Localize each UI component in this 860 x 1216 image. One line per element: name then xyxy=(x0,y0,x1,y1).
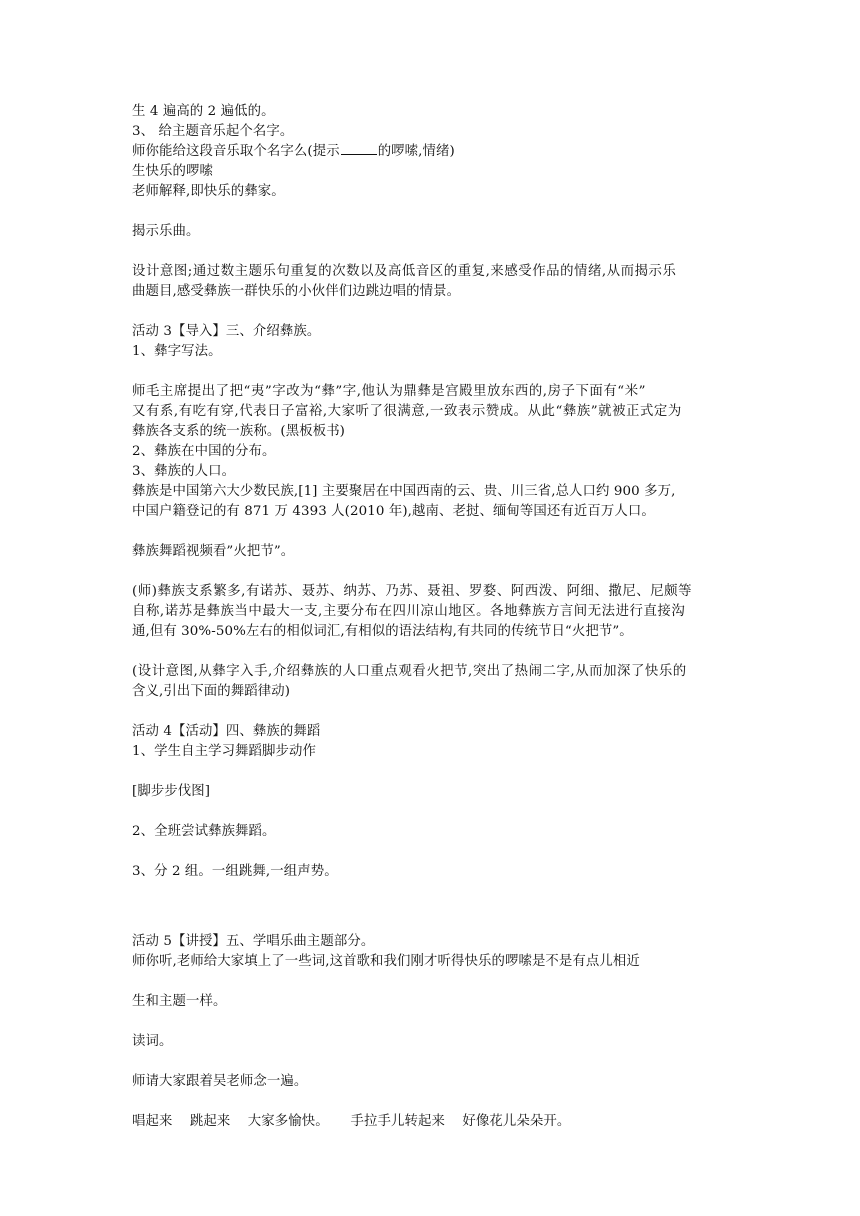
list-item: 1、学生自主学习舞蹈脚步动作 xyxy=(132,744,316,759)
text-line: 生快乐的啰嗦 xyxy=(132,164,213,179)
text-line: 读词。 xyxy=(132,1034,173,1049)
text-line: 老师解释,即快乐的彝家。 xyxy=(132,184,285,199)
section-heading: 活动 3【导入】三、介绍彝族。 xyxy=(132,324,321,339)
text-line: 设计意图;通过数主题乐句重复的次数以及高低音区的重复,来感受作品的情绪,从而揭示乐 xyxy=(132,264,677,279)
text-fragment: 师你能给这段音乐取个名字么(提示 xyxy=(132,144,340,159)
text-line: 自称,诺苏是彝族当中最大一支,主要分布在四川凉山地区。各地彝族方言间无法进行直接沟 xyxy=(132,604,686,619)
text-line: (师)彝族支系繁多,有诺苏、聂苏、纳苏、乃苏、聂祖、罗婺、阿西泼、阿细、撒尼、尼颇等 xyxy=(132,584,693,599)
text-line: 生 4 遍高的 2 遍低的。 xyxy=(132,104,275,119)
text-line: 彝族舞蹈视频看”火把节”。 xyxy=(132,544,295,559)
text-line: 又有系,有吃有穿,代表日子富裕,大家听了很满意,一致表示赞成。从此“彝族”就被正式定为 xyxy=(132,404,682,419)
text-line: 曲题目,感受彝族一群快乐的小伙伴们边跳边唱的情景。 xyxy=(132,284,461,299)
text-line: 彝族各支系的统一族称。(黑板板书) xyxy=(132,424,346,439)
text-line: 师你听,老师给大家填上了一些词,这首歌和我们刚才听得快乐的啰嗦是不是有点儿相近 xyxy=(132,954,640,969)
section-heading: 活动 5【讲授】五、学唱乐曲主题部分。 xyxy=(132,934,375,949)
text-line: 师毛主席提出了把“夷”字改为“彝”字,他认为鼎彝是宫殿里放东西的,房子下面有“米” xyxy=(132,384,647,399)
image-placeholder: [脚步步伐图] xyxy=(132,784,211,799)
section-heading: 活动 4【活动】四、彝族的舞蹈 xyxy=(132,724,321,739)
text-line: 含义,引出下面的舞蹈律动) xyxy=(132,684,291,699)
list-item: 2、彝族在中国的分布。 xyxy=(132,444,276,459)
list-item: 3、 给主题音乐起个名字。 xyxy=(132,124,294,139)
text-line: (设计意图,从彝字入手,介绍彝族的人口重点观看火把节,突出了热闹二字,从而加深了快乐的 xyxy=(132,664,687,679)
text-line xyxy=(132,142,732,162)
text-line: 生和主题一样。 xyxy=(132,994,227,1009)
text-line: 揭示乐曲。 xyxy=(132,224,200,239)
text-line: 师请大家跟着吴老师念一遍。 xyxy=(132,1074,308,1089)
list-item: 2、全班尝试彝族舞蹈。 xyxy=(132,824,276,839)
text-line: 中国户籍登记的有 871 万 4393 人(2010 年),越南、老挝、缅甸等国还有近百万人口。 xyxy=(132,504,655,519)
list-item: 1、彝字写法。 xyxy=(132,344,222,359)
list-item: 3、分 2 组。一组跳舞,一组声势。 xyxy=(132,864,338,879)
lyrics-line: 唱起来 跳起来 大家多愉快。 手拉手儿转起来 好像花儿朵朵开。 xyxy=(132,1114,571,1129)
text-line: 通,但有 30%-50%左右的相似词汇,有相似的语法结构,有共同的传统节日“火把节”。 xyxy=(132,624,633,639)
text-line: 彝族是中国第六大少数民族,[1] 主要聚居在中国西南的云、贵、川三省,总人口约 900 多万, xyxy=(132,484,676,499)
list-item: 3、彝族的人口。 xyxy=(132,464,236,479)
text-fragment: 的啰嗦,情绪) xyxy=(377,144,455,159)
fill-in-blank xyxy=(341,142,377,155)
